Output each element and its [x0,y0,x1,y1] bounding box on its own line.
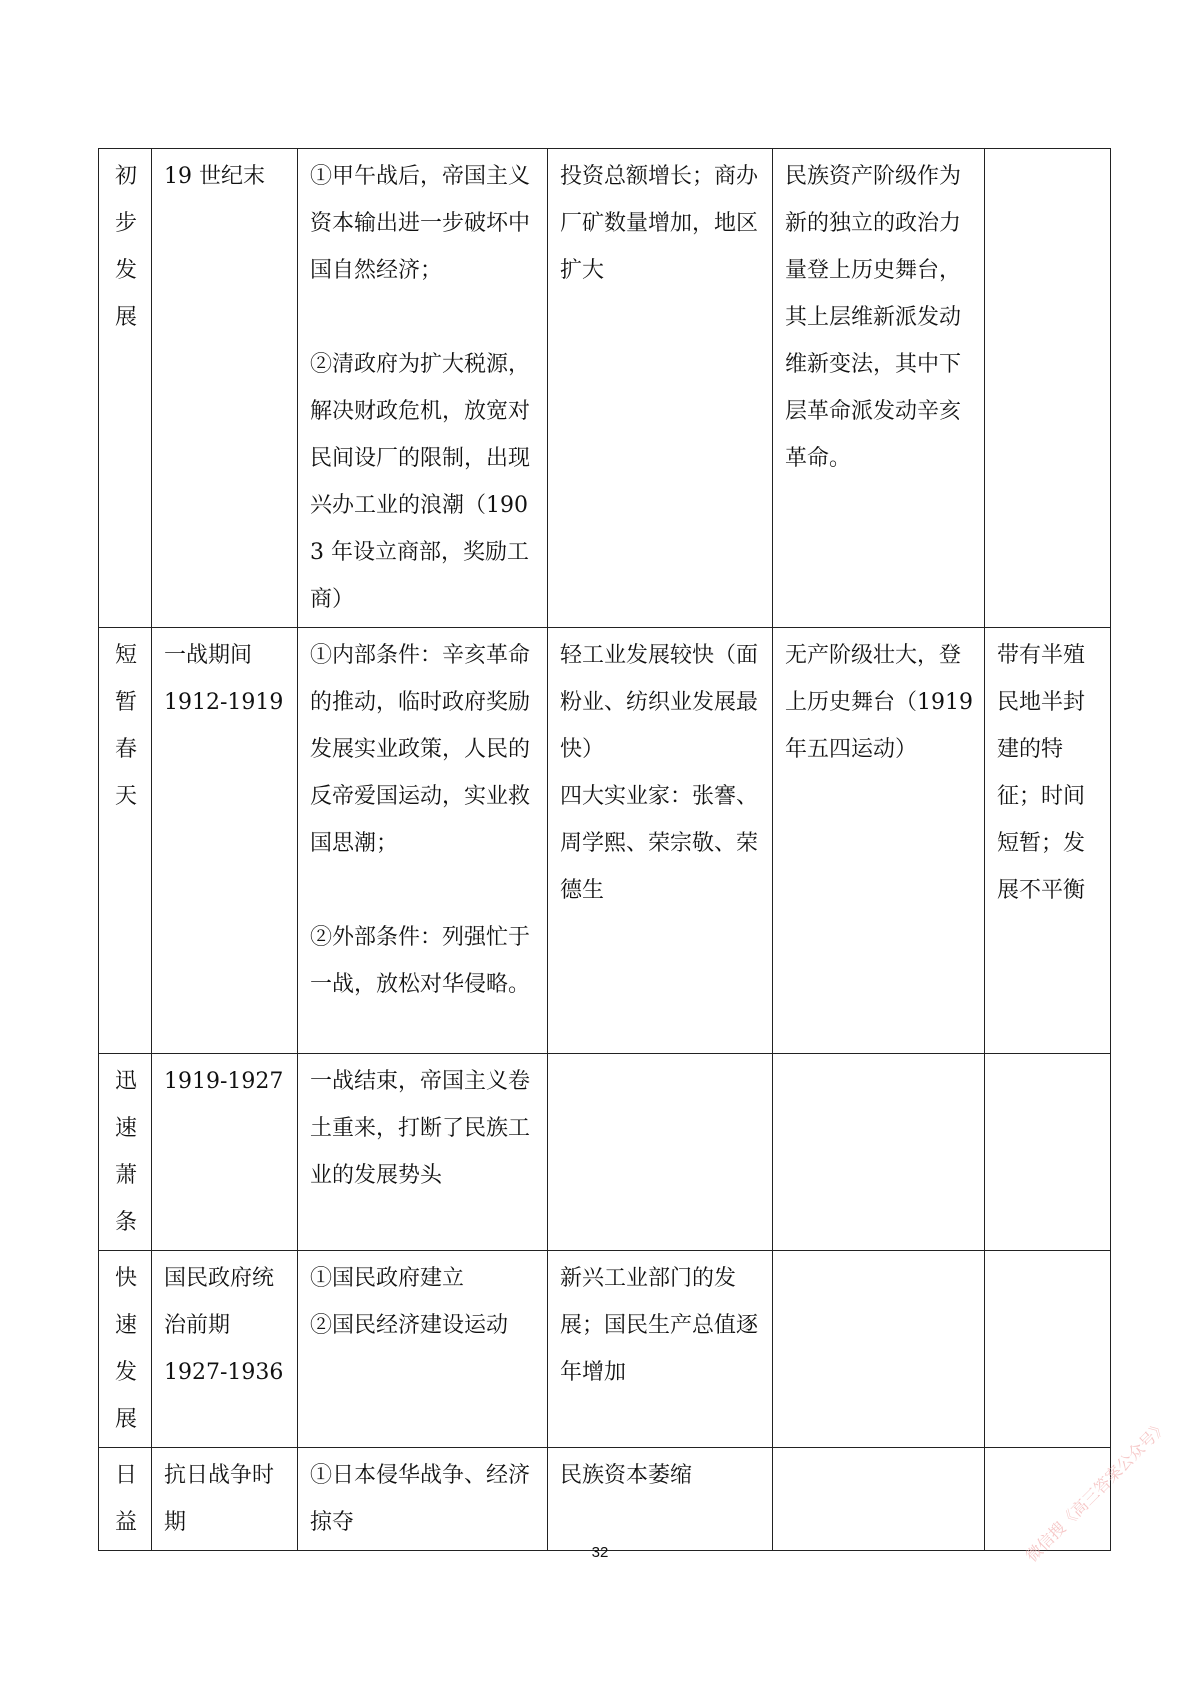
causes-cell [298,1251,548,1448]
cause-text: ①甲午战后，帝国主义资本输出进一步破坏中国自然经济； [310,164,531,283]
impact-cell [773,1054,985,1251]
performance-text: 轻工业发展较快（面粉业、纺织业发展最快） [560,643,759,762]
cause-text: ①国民政府建立 [310,1266,465,1291]
page-number: 32 [591,1544,609,1561]
history-table [98,148,1111,1551]
table-row [99,628,1111,1054]
table-row [99,1448,1111,1551]
period-text: 国民政府统治前期 [164,1266,275,1338]
cause-text: 一战结束，帝国主义卷土重来，打断了民族工业的发展势头 [310,1069,531,1188]
cause-gap [310,294,537,341]
performance-text: 民族资本萎缩 [560,1463,693,1488]
cause-gap [310,867,537,914]
performance-cell [548,1251,773,1448]
causes-cell [298,149,548,628]
performance-cell [548,1054,773,1251]
performance-text: 投资总额增长；商办厂矿数量增加，地区扩大 [560,164,759,283]
impact-cell [773,628,985,1054]
cause-text: ②清政府为扩大税源，解决财政危机，放宽对民间设厂的限制，出现兴办工业的浪潮（1903 年设立商部，奖励工商） [310,352,531,612]
stage-label: 短暂春天 [114,643,137,809]
causes-cell [298,628,548,1054]
cause-text: ①内部条件：辛亥革命的推动，临时政府奖励发展实业政策，人民的反帝爱国运动，实业救国思潮； [310,643,531,856]
period-years: 1919-1927 [164,1069,284,1094]
stage-cell [99,1448,152,1551]
impact-cell [773,1448,985,1551]
period-cell [152,149,298,628]
features-cell [985,628,1111,1054]
period-years: 1927-1936 [164,1360,284,1385]
table-row [99,1054,1111,1251]
features-text: 带有半殖民地半封建的特征；时间短暂；发展不平衡 [997,643,1086,903]
stage-label: 迅速萧条 [114,1069,137,1235]
stage-cell [99,149,152,628]
stage-label: 快速发展 [114,1266,137,1432]
cause-text: ②国民经济建设运动 [310,1313,509,1338]
period-cell [152,1251,298,1448]
period-cell [152,628,298,1054]
performance-cell [548,628,773,1054]
performance-text: 四大实业家：张謇、周学熙、荣宗敬、荣德生 [560,784,759,903]
period-text: 一战期间 [164,643,253,668]
cause-text: ②外部条件：列强忙于一战，放松对华侵略。 [310,925,531,997]
period-text: 19 世纪末 [164,164,265,189]
watermark: 微信搜《高三答案公众号》 [1022,1416,1172,1566]
impact-text: 无产阶级壮大，登上历史舞台（1919 年五四运动） [785,643,973,762]
history-table-container [98,148,1110,1551]
period-years: 1912-1919 [164,690,284,715]
table-body [99,149,1111,1551]
period-cell [152,1448,298,1551]
features-cell [985,1251,1111,1448]
period-cell [152,1054,298,1251]
stage-cell [99,1251,152,1448]
performance-cell [548,149,773,628]
features-cell [985,1054,1111,1251]
stage-label: 日益 [114,1463,137,1535]
features-cell [985,149,1111,628]
performance-text: 新兴工业部门的发展；国民生产总值逐年增加 [560,1266,759,1385]
table-row [99,1251,1111,1448]
stage-cell [99,628,152,1054]
impact-text: 民族资产阶级作为新的独立的政治力量登上历史舞台，其上层维新派发动维新变法，其中下层革命派发动辛亥革命。 [785,164,962,471]
impact-cell [773,149,985,628]
causes-cell [298,1054,548,1251]
stage-label: 初步发展 [114,164,137,330]
causes-cell [298,1448,548,1551]
cause-text: ①日本侵华战争、经济掠夺 [310,1463,531,1535]
performance-cell [548,1448,773,1551]
period-text: 抗日战争时期 [164,1463,275,1535]
impact-cell [773,1251,985,1448]
stage-cell [99,1054,152,1251]
table-row [99,149,1111,628]
